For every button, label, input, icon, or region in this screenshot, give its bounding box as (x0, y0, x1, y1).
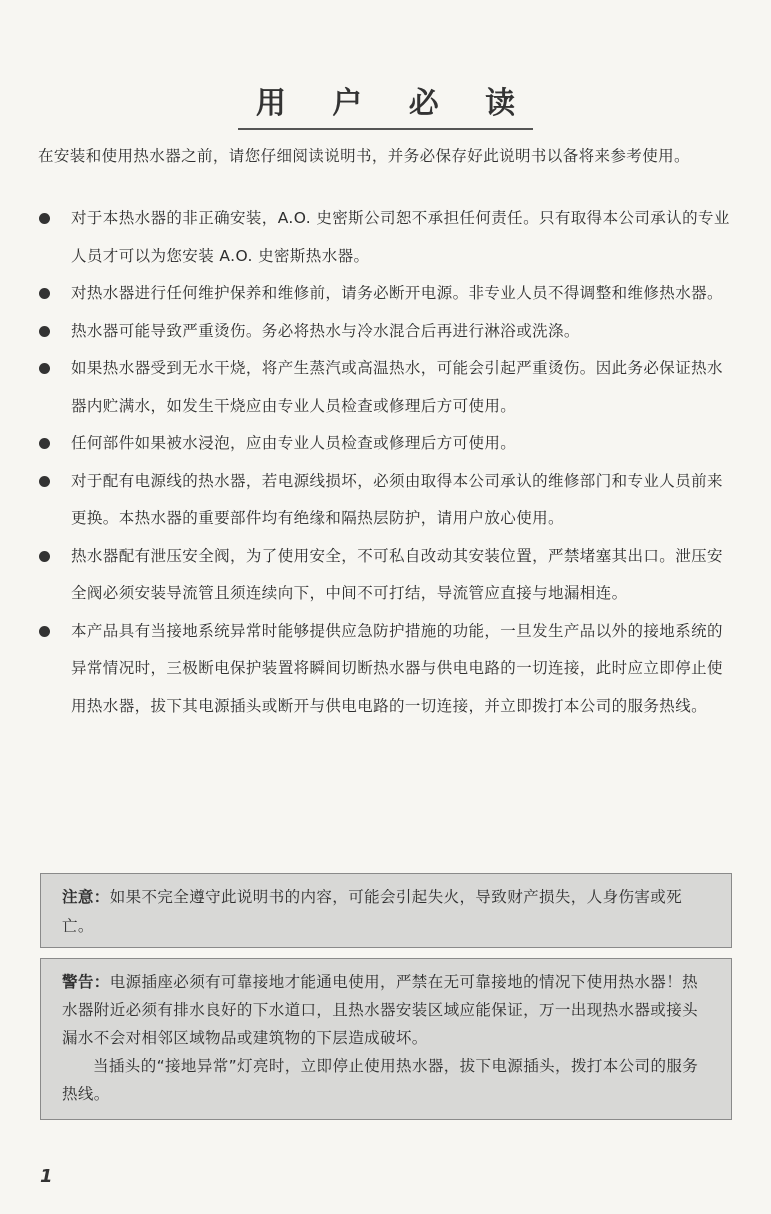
bullet-dot-icon (39, 326, 50, 337)
list-item (38, 350, 738, 425)
list-item (38, 463, 738, 538)
intro-paragraph: 在安装和使用热水器之前，请您仔细阅读说明书，并务必保存好此说明书以备将来参考使用。 (38, 147, 690, 165)
list-item-text: 热水器配有泄压安全阀，为了使用安全，不可私自改动其安装位置，严禁堵塞其出口。泄压安全阀必须安装导流管且须连续向下，中间不可打结，导流管应直接与地漏相连。 (71, 546, 723, 602)
warning-label: 警告： (62, 973, 110, 991)
bullet-dot-icon (39, 288, 50, 299)
list-item (38, 613, 738, 726)
list-item (38, 538, 738, 613)
list-item (38, 200, 738, 275)
page-title: 用 户 必 读 (238, 78, 533, 130)
list-item-text: 任何部件如果被水浸泡，应由专业人员检查或修理后方可使用。 (71, 434, 517, 452)
list-item-text: 本产品具有当接地系统异常时能够提供应急防护措施的功能，一旦发生产品以外的接地系统的异常情况时，三极断电保护装置将瞬间切断热水器与供电电路的一切连接，此时应立即停止使用热水器，拔下其电源插头或断开与供电电路的一切连接，并立即拨打本公司的服务热线。 (71, 621, 723, 715)
bullet-dot-icon (39, 476, 50, 487)
warning-box (40, 958, 732, 1120)
note-text: 如果不完全遵守此说明书的内容，可能会引起失火，导致财产损失，人身伤害或死亡。 (62, 888, 683, 935)
bullet-dot-icon (39, 213, 50, 224)
bullet-dot-icon (39, 438, 50, 449)
warning-text: 电源插座必须有可靠接地才能通电使用，严禁在无可靠接地的情况下使用热水器！热水器附近必须有排水良好的下水道口，且热水器安装区域应能保证，万一出现热水器或接头漏水不会对相邻区域物品或建筑物的下层造成破坏。 (62, 973, 699, 1047)
bullet-dot-icon (39, 363, 50, 374)
list-item (38, 313, 738, 351)
list-item-text: 对于本热水器的非正确安装，A.O. 史密斯公司恕不承担任何责任。只有取得本公司承认的专业人员才可以为您安装 A.O. 史密斯热水器。 (71, 209, 730, 265)
list-item (38, 425, 738, 463)
warning-text-secondary: 当插头的“接地异常”灯亮时，立即停止使用热水器，拔下电源插头，拨打本公司的服务热线。 (62, 1057, 699, 1103)
list-item-text: 热水器可能导致严重烫伤。务必将热水与冷水混合后再进行淋浴或洗涤。 (71, 321, 580, 340)
list-item (38, 275, 738, 313)
list-item-text: 对热水器进行任何维护保养和维修前，请务必断开电源。非专业人员不得调整和维修热水器。 (71, 284, 723, 302)
title-container (0, 78, 771, 130)
list-item-text: 对于配有电源线的热水器，若电源线损坏，必须由取得本公司承认的维修部门和专业人员前来更换。本热水器的重要部件均有绝缘和隔热层防护，请用户放心使用。 (71, 471, 723, 527)
bullet-dot-icon (39, 551, 50, 562)
page-number: 1 (40, 1166, 53, 1187)
note-box (40, 873, 732, 948)
list-item-text: 如果热水器受到无水干烧，将产生蒸汽或高温热水，可能会引起严重烫伤。因此务必保证热水器内贮满水，如发生干烧应由专业人员检查或修理后方可使用。 (71, 359, 723, 415)
note-label: 注意： (62, 888, 110, 906)
safety-list (38, 200, 738, 725)
bullet-dot-icon (39, 626, 50, 637)
